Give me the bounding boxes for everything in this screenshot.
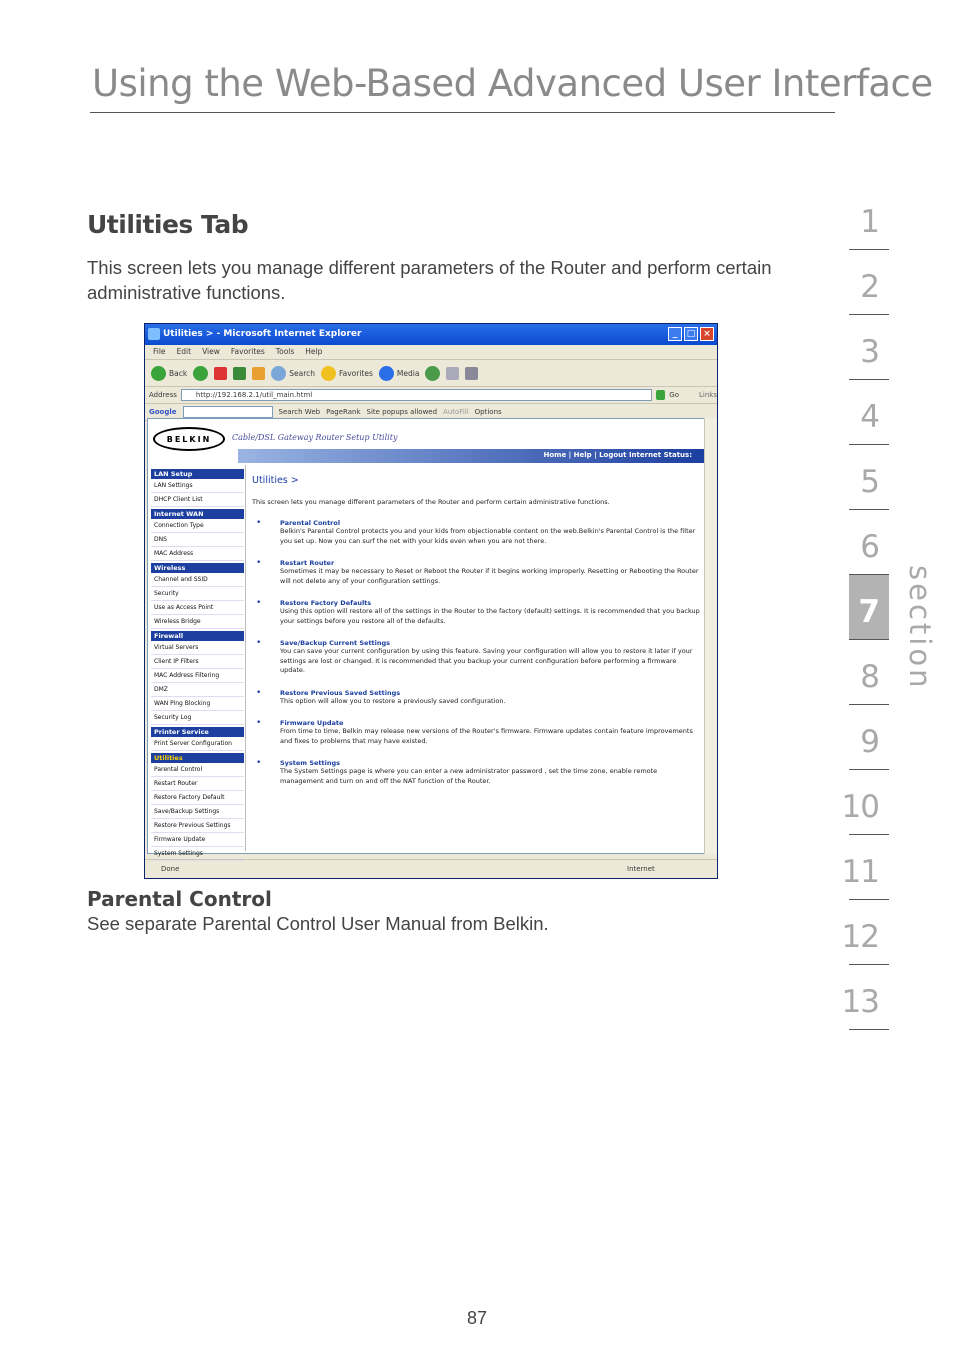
router-nav-item[interactable]: MAC Address Filtering xyxy=(151,669,244,683)
utility-option-link[interactable]: • Firmware Update xyxy=(280,719,344,727)
section-number: 9 xyxy=(860,724,879,760)
section-number: 11 xyxy=(841,854,879,890)
section-divider xyxy=(849,1029,889,1030)
go-button[interactable]: Go xyxy=(669,391,680,399)
window-title: Utilities > - Microsoft Internet Explorer xyxy=(163,329,362,339)
router-nav-item[interactable]: WAN Ping Blocking xyxy=(151,697,244,711)
utilities-options xyxy=(252,519,702,786)
utility-option-link[interactable]: • Save/Backup Current Settings xyxy=(280,639,391,647)
section-number: 5 xyxy=(860,464,879,500)
refresh-icon[interactable] xyxy=(233,367,246,380)
router-nav-item[interactable]: Connection Type xyxy=(151,519,244,533)
router-nav-item[interactable]: Use as Access Point xyxy=(151,601,244,615)
router-nav-item[interactable]: Restore Previous Settings xyxy=(151,819,244,833)
minimize-button[interactable]: _ xyxy=(668,327,682,341)
home-icon[interactable] xyxy=(252,367,265,380)
router-nav-heading: Utilities xyxy=(151,753,244,763)
router-nav-item[interactable]: Restart Router xyxy=(151,777,244,791)
utility-option xyxy=(268,759,702,786)
history-icon[interactable] xyxy=(425,366,440,381)
utility-option xyxy=(268,719,702,746)
utility-option-description: Sometimes it may be necessary to Reset or Reboot the Router if it begins working improperly. Resetting or Rebooting the Router will not delete any of your configuration settings. xyxy=(280,567,699,585)
page-title: Using the Web-Based Advanced User Interface xyxy=(92,62,933,105)
search-icon xyxy=(271,366,286,381)
utility-option-description: This option will allow you to restore a previously saved configuration. xyxy=(280,696,506,705)
router-nav-item[interactable]: Save/Backup Settings xyxy=(151,805,244,819)
section-heading: Utilities Tab xyxy=(87,210,249,239)
window-titlebar xyxy=(145,324,717,345)
section-number: 8 xyxy=(860,659,879,695)
zone-text: Internet xyxy=(627,865,655,873)
status-text: Done xyxy=(161,865,180,873)
router-nav-item[interactable]: Firmware Update xyxy=(151,833,244,847)
section-nav-item-6[interactable] xyxy=(849,510,889,575)
utility-option-link[interactable]: • Restart Router xyxy=(280,559,335,567)
utility-option-link[interactable]: • Restore Previous Saved Settings xyxy=(280,688,401,697)
topbar-links[interactable]: Home | Help | Logout Internet Status: xyxy=(543,451,692,459)
section-number: 13 xyxy=(841,984,879,1020)
print-icon[interactable] xyxy=(465,367,478,380)
menu-favorites[interactable]: Favorites xyxy=(230,347,265,356)
section-nav-item-9[interactable] xyxy=(849,705,889,770)
router-nav-heading: Internet WAN xyxy=(151,509,244,519)
router-nav-item[interactable]: Restore Factory Default xyxy=(151,791,244,805)
router-nav-item[interactable]: DHCP Client List xyxy=(151,493,244,507)
menu-edit[interactable]: Edit xyxy=(176,347,192,356)
browser-toolbar xyxy=(145,360,717,387)
favorites-button[interactable]: Favorites xyxy=(321,366,373,381)
router-nav-item[interactable]: Security xyxy=(151,587,244,601)
router-nav-item[interactable]: Virtual Servers xyxy=(151,641,244,655)
router-nav-heading: Printer Service xyxy=(151,727,244,737)
utility-option-link[interactable]: • System Settings xyxy=(280,759,341,767)
router-nav xyxy=(151,467,244,861)
router-nav-item[interactable]: DNS xyxy=(151,533,244,547)
parental-control-heading: Parental Control xyxy=(87,887,272,911)
section-number: 7 xyxy=(858,594,879,630)
section-nav-item-5[interactable] xyxy=(849,445,889,510)
section-number: 12 xyxy=(841,919,879,955)
menu-view[interactable]: View xyxy=(202,347,220,356)
popups-button[interactable]: Site popups allowed xyxy=(366,408,438,416)
address-label: Address xyxy=(149,391,177,399)
section-number: 2 xyxy=(860,269,879,305)
router-header xyxy=(148,419,706,465)
router-nav-heading: LAN Setup xyxy=(151,469,244,479)
page-number: 87 xyxy=(466,1308,488,1328)
section-number: 4 xyxy=(860,399,879,435)
router-nav-item[interactable]: Print Server Configuration xyxy=(151,737,244,751)
intro-paragraph: This screen lets you manage different parameters of the Router and perform certain administrative functions. xyxy=(87,257,772,303)
search-button[interactable]: Search xyxy=(271,366,315,381)
back-button[interactable]: Back xyxy=(151,366,187,381)
router-nav-heading: Wireless xyxy=(151,563,244,573)
forward-arrow-icon[interactable] xyxy=(193,366,208,381)
section-number: 10 xyxy=(841,789,879,825)
section-nav-item-7[interactable] xyxy=(849,575,889,640)
router-nav-heading: Firewall xyxy=(151,631,244,641)
utility-option xyxy=(268,559,702,586)
section-nav-item-2[interactable] xyxy=(849,250,889,315)
mail-icon[interactable] xyxy=(446,367,459,380)
links-label[interactable]: Links xyxy=(699,391,717,399)
utility-option xyxy=(268,689,702,707)
section-nav-item-10[interactable] xyxy=(841,770,889,835)
maximize-button[interactable]: □ xyxy=(684,327,698,341)
router-nav-item[interactable]: Client IP Filters xyxy=(151,655,244,669)
options-button[interactable]: Options xyxy=(474,408,502,416)
router-nav-item[interactable]: MAC Address xyxy=(151,547,244,561)
utilities-main xyxy=(252,475,702,786)
browser-screenshot xyxy=(144,323,718,879)
star-icon xyxy=(321,366,336,381)
utility-option-link[interactable]: • Parental Control xyxy=(280,519,341,527)
media-icon xyxy=(379,366,394,381)
utility-option-link[interactable]: • Restore Factory Defaults xyxy=(280,599,372,607)
pagerank-button[interactable]: PageRank xyxy=(326,408,361,416)
page-content xyxy=(147,418,707,857)
section-number: 3 xyxy=(860,334,879,370)
utility-option xyxy=(268,599,702,626)
utility-option xyxy=(268,519,702,546)
utility-title: Cable/DSL Gateway Router Setup Utility xyxy=(232,433,398,442)
back-arrow-icon xyxy=(151,366,166,381)
utility-option-description: Using this option will restore all of the settings in the Router to the factory (default) settings. It is recommended that you backup your settings before you restore all of the defaults. xyxy=(280,607,700,625)
section-nav-item-11[interactable] xyxy=(841,835,889,900)
stop-icon[interactable] xyxy=(214,367,227,380)
utility-option-description: Belkin's Parental Control protects you and your kids from objectionable content on the web.Belkin's Parental Control is the filter you set up. Now you can surf the net with your kids even when you are not there. xyxy=(280,527,696,545)
nav-divider xyxy=(245,465,246,851)
address-bar xyxy=(145,387,717,404)
utility-option-description: From time to time, Belkin may release new versions of the Router's firmware. Firmware updates contain feature improvements and fixes to problems that may have existed. xyxy=(280,727,693,745)
title-rule xyxy=(90,112,835,113)
belkin-logo: BELKIN xyxy=(153,427,225,451)
utility-option-description: The System Settings page is where you can enter a new administrator password , set the time zone, enable remote management and turn on and off the NAT function of the Router. xyxy=(280,767,658,785)
google-search-input[interactable] xyxy=(183,406,273,418)
section-nav-item-4[interactable] xyxy=(849,380,889,445)
search-web-button[interactable]: Search Web xyxy=(278,408,321,416)
section-nav-item-13[interactable] xyxy=(841,965,889,1030)
section-nav-item-1[interactable] xyxy=(849,185,889,250)
ie-icon xyxy=(148,328,160,340)
section-nav-item-12[interactable] xyxy=(841,900,889,965)
media-button[interactable]: Media xyxy=(379,366,420,381)
section-label: section xyxy=(903,565,937,691)
status-bar xyxy=(145,859,717,878)
close-button[interactable]: × xyxy=(700,327,714,341)
router-nav-item[interactable]: Parental Control xyxy=(151,763,244,777)
router-nav-item[interactable]: Security Log xyxy=(151,711,244,725)
address-input[interactable]: http://192.168.2.1/util_main.html xyxy=(181,389,652,401)
go-icon[interactable] xyxy=(656,390,666,400)
router-nav-item[interactable]: System Settings xyxy=(151,847,244,861)
autofill-button[interactable]: AutoFill xyxy=(443,408,469,416)
section-number: 6 xyxy=(860,529,879,565)
router-nav-item[interactable]: DMZ xyxy=(151,683,244,697)
router-nav-item[interactable]: LAN Settings xyxy=(151,479,244,493)
menu-file[interactable]: File xyxy=(153,347,166,356)
scrollbar[interactable] xyxy=(704,418,717,854)
section-nav-item-8[interactable] xyxy=(849,640,889,705)
router-nav-item[interactable]: Wireless Bridge xyxy=(151,615,244,629)
utilities-intro: This screen lets you manage different parameters of the Router and perform certain administrative functions. xyxy=(252,498,610,506)
router-nav-item[interactable]: Channel and SSID xyxy=(151,573,244,587)
router-topbar xyxy=(238,449,704,463)
menu-help[interactable]: Help xyxy=(305,347,323,356)
parental-control-text: See separate Parental Control User Manual from Belkin. xyxy=(87,913,549,934)
utilities-heading: Utilities > xyxy=(252,475,299,486)
section-nav-item-3[interactable] xyxy=(849,315,889,380)
google-logo: Google xyxy=(149,408,177,416)
section-number: 1 xyxy=(860,204,879,240)
utility-option xyxy=(268,639,702,676)
menu-tools[interactable]: Tools xyxy=(275,347,295,356)
utility-option-description: You can save your current configuration by using this feature. Saving your configuration will allow you to restore it later if your settings are lost or changed. It is recommended that you backup your current configuration before performing a firmware update. xyxy=(280,647,693,674)
section-nav xyxy=(841,185,889,1030)
menu-bar xyxy=(145,345,717,360)
